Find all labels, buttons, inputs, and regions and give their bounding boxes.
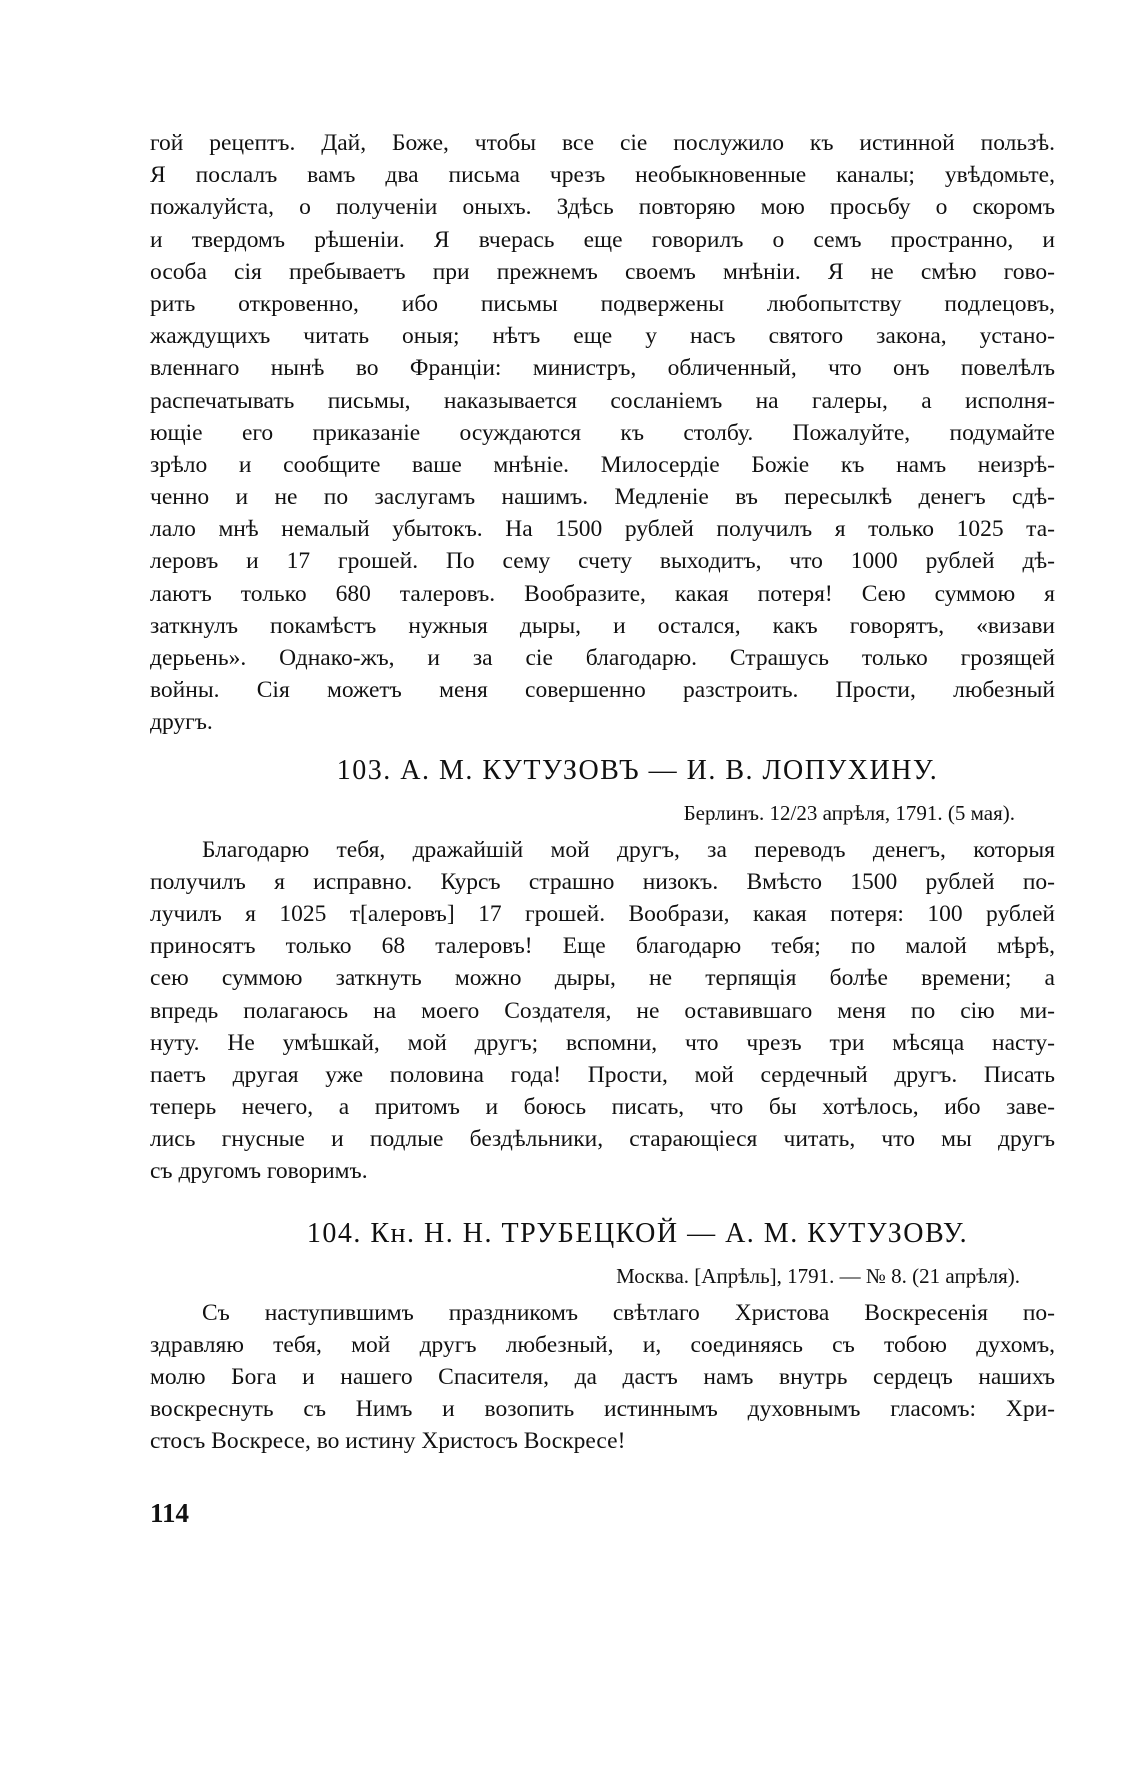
- text-line: теперь нечего, а притомъ и боюсь писать, что бы хотѣлось, ибо заве-: [150, 1094, 1055, 1121]
- text-line: особа сія пребываетъ при прежнемъ своемъ мнѣніи. Я не смѣю гово-: [150, 258, 1055, 285]
- letter-103: [150, 755, 1055, 1188]
- letter-104: [150, 1218, 1055, 1458]
- text-line: ченно и не по заслугамъ нашимъ. Медленіе въ пересылкѣ денегъ сдѣ-: [150, 484, 1055, 511]
- text-line: молю Бога и нашего Спасителя, да дастъ намъ внутрь сердецъ нашихъ: [150, 1364, 1055, 1390]
- text-line: дерьень». Однако-жъ, и за сіе благодарю. Страшусь только грозящей: [150, 645, 1055, 671]
- text-line: лись гнусные и подлые бездѣльники, старающіеся читать, что мы другъ: [150, 1126, 1055, 1153]
- text-line: здравляю тебя, мой другъ любезный, и, соединяясь съ тобою духомъ,: [150, 1331, 1055, 1358]
- text-line: заткнулъ покамѣстъ нужныя дыры, и остался, какъ говорятъ, «визави: [150, 612, 1055, 639]
- text-line: и твердомъ рѣшеніи. Я вчерась еще говорилъ о семъ пространно, и: [150, 226, 1055, 253]
- text-line: приносятъ только 68 талеровъ! Еще благодарю тебя; по малой мѣрѣ,: [150, 933, 1055, 960]
- text-line: получилъ я исправно. Курсъ страшно низокъ. Вмѣсто 1500 рублей по-: [150, 868, 1055, 895]
- text-line: ющіе его приказаніе осуждаются къ столбу. Пожалуйте, подумайте: [150, 419, 1055, 446]
- text-line: Благодарю тебя, дражайшій мой другъ, за переводъ денегъ, которыя: [202, 836, 1055, 863]
- text-line: нуту. Не умѣшкай, мой другъ; вспомни, что чрезъ три мѣсяца насту-: [150, 1029, 1055, 1056]
- text-line: лаютъ только 680 талеровъ. Вообразите, какая потеря! Сею суммою я: [150, 580, 1055, 607]
- text-line: Я послалъ вамъ два письма чрезъ необыкновенные каналы; увѣдомьте,: [150, 162, 1055, 189]
- letter-dateline: Москва. [Апрѣль], 1791. — № 8. (21 апрѣля).: [616, 1263, 1020, 1288]
- text-line: впредь полагаюсь на моего Создателя, не оставившаго меня по сію ми-: [150, 997, 1055, 1024]
- text-line: жаждущихъ читать оныя; нѣтъ еще у насъ святого закона, устано-: [150, 323, 1055, 350]
- page-number: 114: [150, 1497, 190, 1528]
- text-line: воскреснуть съ Нимъ и возопить истиннымъ духовнымъ гласомъ: Хри-: [150, 1396, 1055, 1423]
- text-line: сею суммою заткнуть можно дыры, не терпящія болѣе времени; а: [150, 965, 1055, 992]
- text-line: гой рецептъ. Дай, Боже, чтобы все сіе послужило къ истинной пользѣ.: [150, 130, 1055, 156]
- text-line: рить откровенно, ибо письмы подвержены любопытству подлецовъ,: [150, 290, 1055, 317]
- text-line: вленнаго нынѣ во Франціи: министръ, обличенный, что онъ повелѣлъ: [150, 355, 1055, 382]
- text-line: леровъ и 17 грошей. По сему счету выходитъ, что 1000 рублей дѣ-: [150, 548, 1055, 575]
- text-line: другъ.: [150, 709, 213, 736]
- letter-102-continuation: [150, 127, 1055, 739]
- text-line: Съ наступившимъ праздникомъ свѣтлаго Христова Воскресенія по-: [202, 1299, 1055, 1326]
- letter-heading: 103. А. М. КУТУЗОВЪ — И. В. ЛОПУХИНУ.: [336, 754, 939, 786]
- text-line: стосъ Воскресе, во истину Христосъ Воскресе!: [150, 1428, 626, 1455]
- letter-dateline: Берлинъ. 12/23 апрѣля, 1791. (5 мая).: [683, 800, 1015, 825]
- text-line: войны. Сія можетъ меня совершенно разстроить. Прости, любезный: [150, 677, 1055, 704]
- text-line: съ другомъ говоримъ.: [150, 1158, 368, 1185]
- text-line: лучилъ я 1025 т[алеровъ] 17 грошей. Вообрази, какая потеря: 100 рублей: [150, 900, 1055, 927]
- text-line: паетъ другая уже половина года! Прости, мой сердечный другъ. Писать: [150, 1061, 1055, 1088]
- text-line: распечатывать письмы, наказывается сосланіемъ на галеры, а исполня-: [150, 387, 1055, 414]
- text-line: лало мнѣ немалый убытокъ. На 1500 рублей получилъ я только 1025 та-: [150, 516, 1055, 543]
- letter-heading: 104. Кн. Н. Н. ТРУБЕЦКОЙ — А. М. КУТУЗОВУ.: [306, 1217, 969, 1249]
- text-line: зрѣло и сообщите ваше мнѣніе. Милосердіе Божіе къ намъ неизрѣ-: [150, 451, 1055, 478]
- text-line: пожалуйста, о полученіи оныхъ. Здѣсь повторяю мою просьбу о скоромъ: [150, 194, 1055, 221]
- document-page: [150, 127, 1055, 1529]
